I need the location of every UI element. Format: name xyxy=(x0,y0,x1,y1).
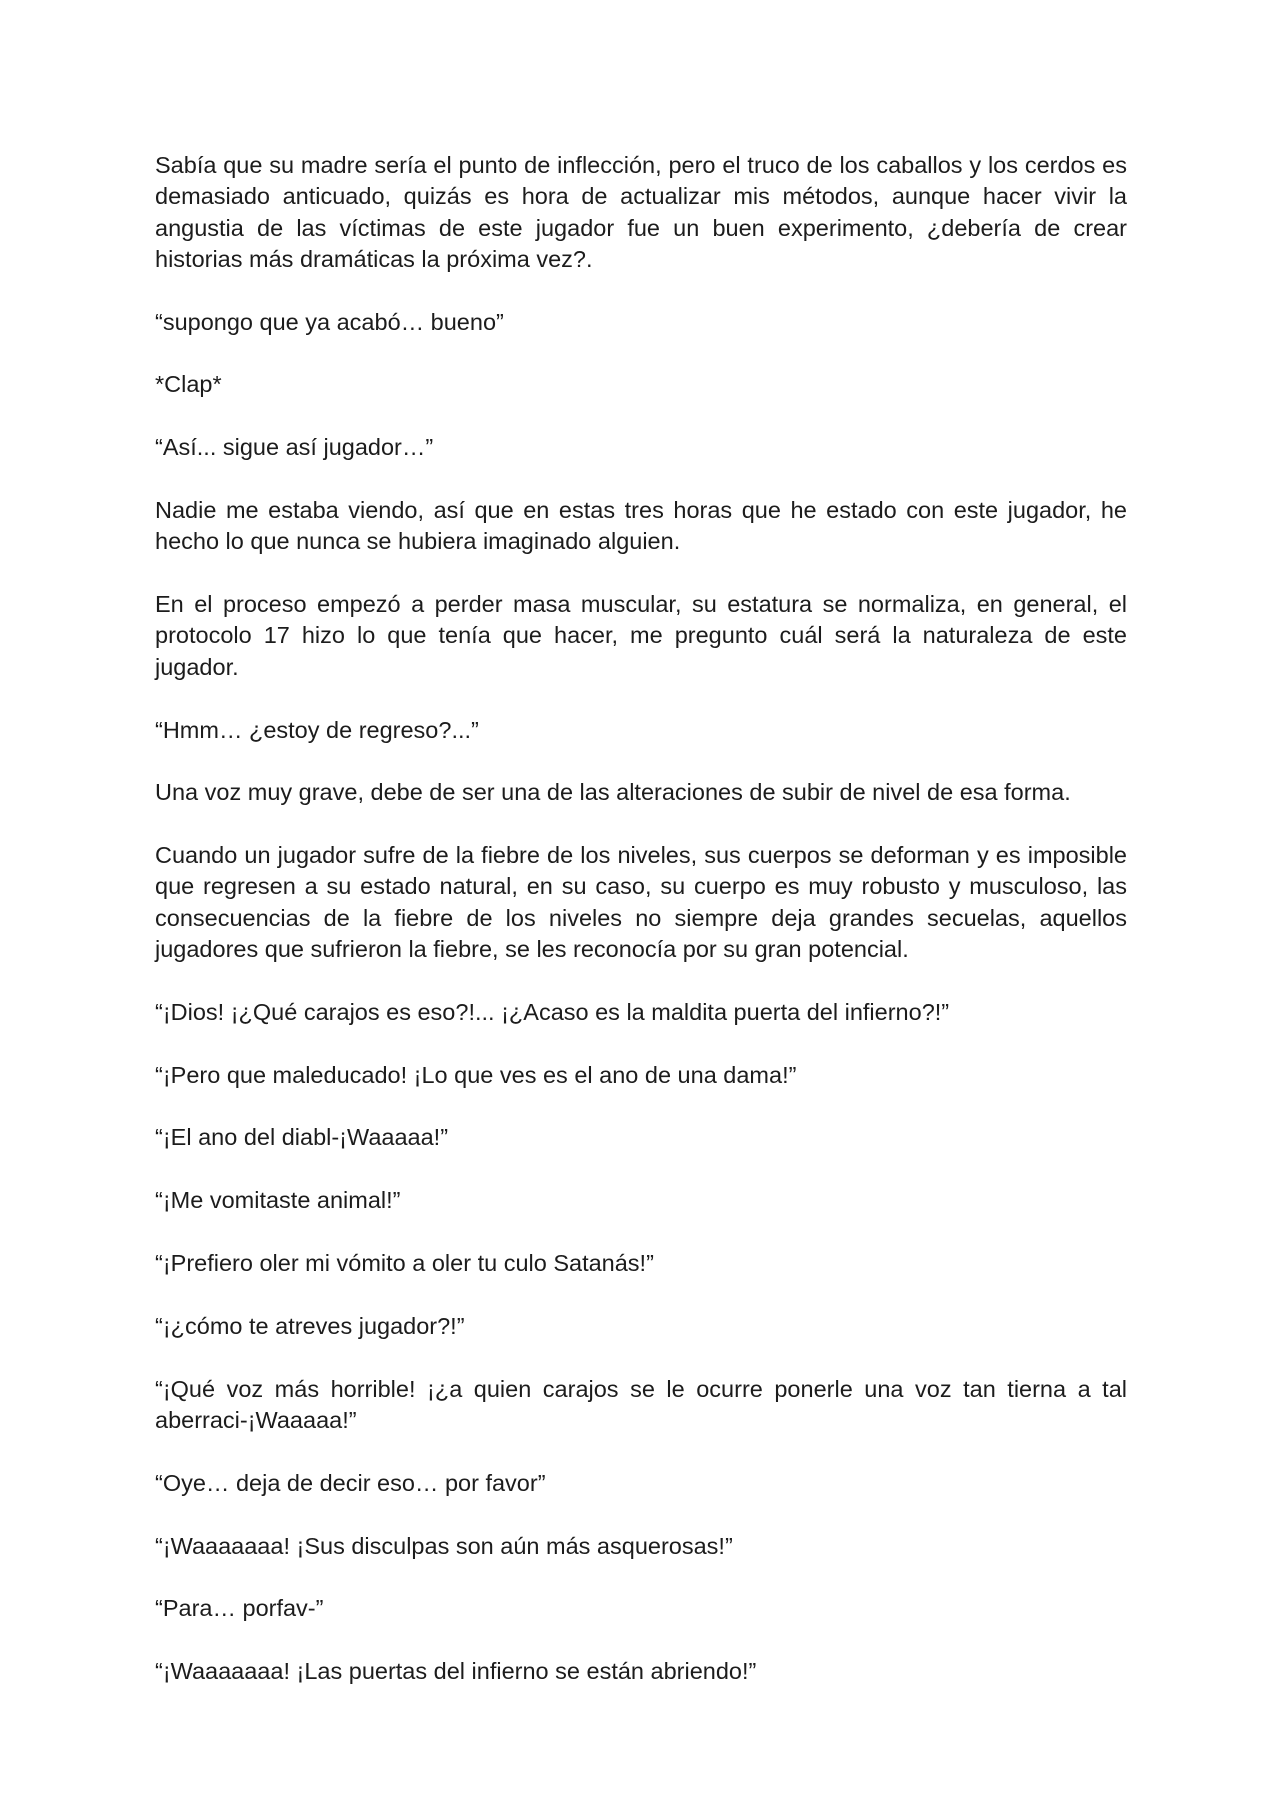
dialogue-line: “¡Me vomitaste animal!” xyxy=(155,1187,401,1214)
dialogue-line: “Así... sigue así jugador…” xyxy=(155,434,434,461)
dialogue-line: “¡Pero que maleducado! ¡Lo que ves es el ano de una dama!” xyxy=(155,1061,797,1088)
dialogue-line: “¡El ano del diabl-¡Waaaaa!” xyxy=(155,1124,449,1151)
narration-paragraph: Nadie me estaba viendo, así que en estas tres horas que he estado con este jugador, he hecho lo que nunca se hubiera imaginado alguien. xyxy=(155,497,1127,555)
narration-paragraph: En el proceso empezó a perder masa muscular, su estatura se normaliza, en general, el protocolo 17 hizo lo que tenía que hacer, me pregunto cuál será la naturaleza de este jugador. xyxy=(155,591,1127,680)
narration-paragraph: Cuando un jugador sufre de la fiebre de los niveles, sus cuerpos se deforman y es imposible que regresen a su estado natural, en su caso, su cuerpo es muy robusto y musculoso, las consecuencias de la fiebre de los niveles no siempre deja grandes secuelas, aquellos jugadores que sufrieron la fiebre, se les reconocía por su gran potencial. xyxy=(155,842,1127,963)
dialogue-line: “supongo que ya acabó… bueno” xyxy=(155,308,504,335)
dialogue-line: “¡Prefiero oler mi vómito a oler tu culo Satanás!” xyxy=(155,1250,654,1277)
dialogue-line: “Para… porfav-” xyxy=(155,1595,324,1622)
dialogue-line: “¡Qué voz más horrible! ¡¿a quien carajos se le ocurre ponerle una voz tan tierna a tal aberraci-¡Waaaaa!” xyxy=(155,1375,1127,1433)
dialogue-line: “¡¿cómo te atreves jugador?!” xyxy=(155,1312,465,1339)
dialogue-line: “Oye… deja de decir eso… por favor” xyxy=(155,1469,546,1496)
narration-paragraph: Sabía que su madre sería el punto de inflección, pero el truco de los caballos y los cerdos es demasiado anticuado, quizás es hora de actualizar mis métodos, aunque hacer vivir la angustia de las víctimas de este jugador fue un buen experimento, ¿debería de crear historias más dramáticas la próxima vez?. xyxy=(155,152,1127,272)
dialogue-line: “¡Waaaaaaa! ¡Las puertas del infierno se están abriendo!” xyxy=(155,1658,757,1685)
dialogue-line: “Hmm… ¿estoy de regreso?...” xyxy=(155,716,479,743)
page-body xyxy=(155,150,1127,1719)
dialogue-line: “¡Dios! ¡¿Qué carajos es eso?!... ¡¿Acaso es la maldita puerta del infierno?!” xyxy=(155,998,950,1025)
sound-effect-line: *Clap* xyxy=(155,371,222,398)
narration-paragraph: Una voz muy grave, debe de ser una de las alteraciones de subir de nivel de esa forma. xyxy=(155,779,1071,806)
dialogue-line: “¡Waaaaaaa! ¡Sus disculpas son aún más asquerosas!” xyxy=(155,1532,733,1559)
